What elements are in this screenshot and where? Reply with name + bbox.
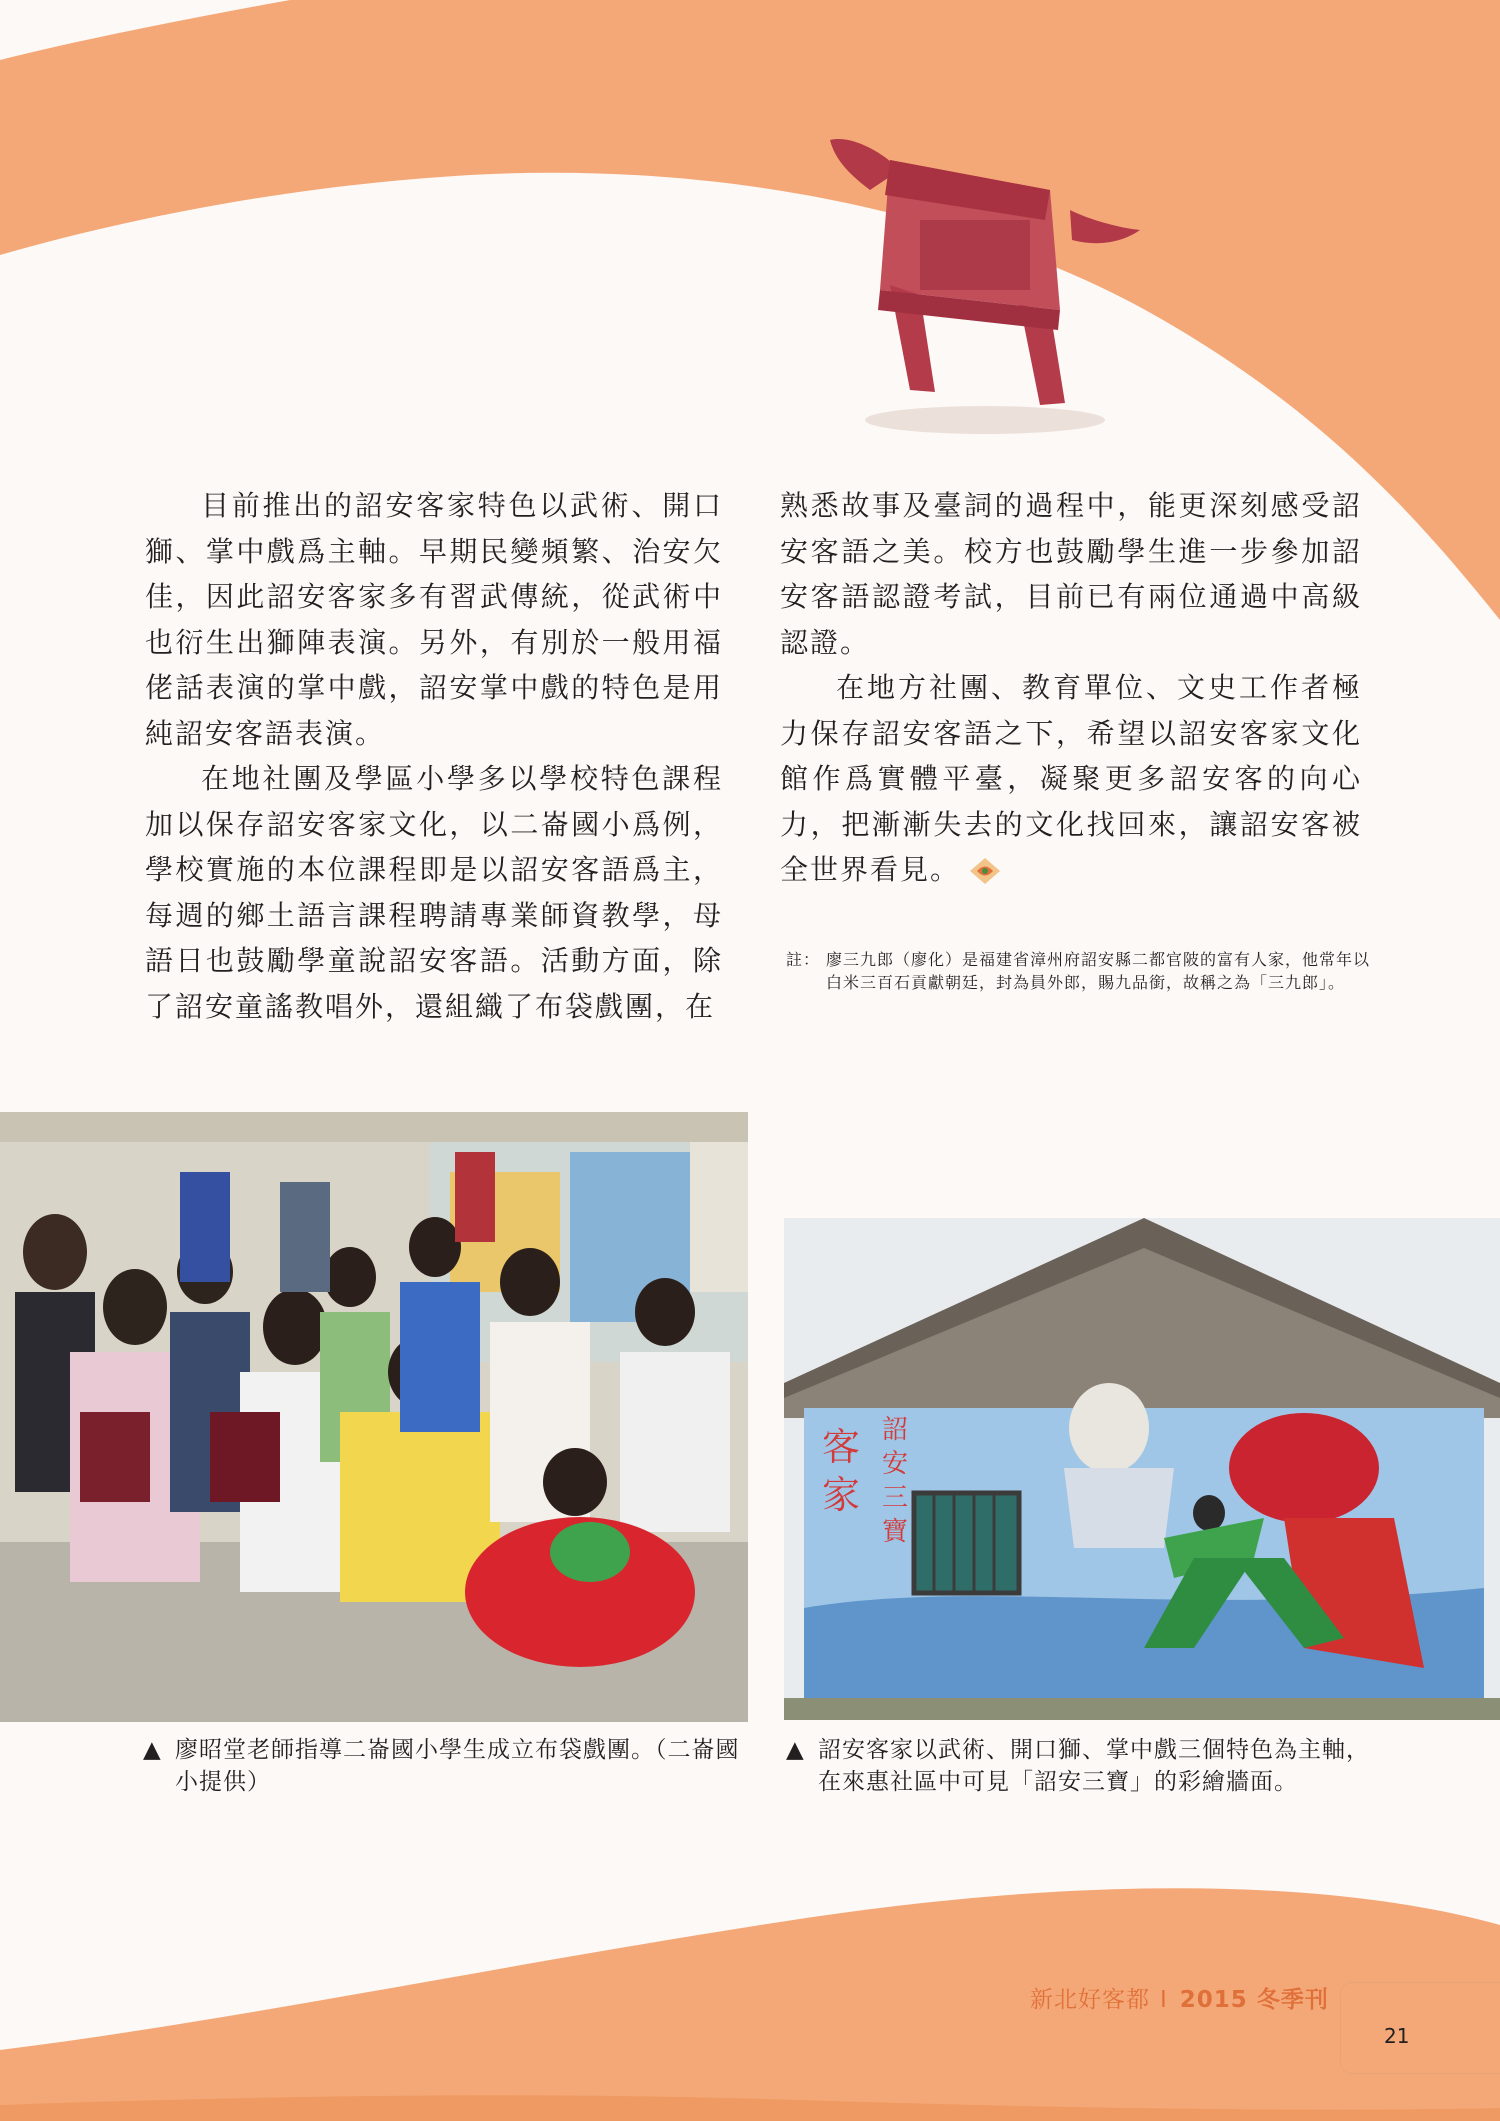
footer-separator: I xyxy=(1160,1987,1168,2013)
article-column-left xyxy=(145,483,723,1029)
triangle-marker-icon: ▲ xyxy=(143,1737,162,1763)
hakka-emblem-icon xyxy=(968,856,1002,886)
paragraph xyxy=(780,665,1362,893)
triangle-marker-icon: ▲ xyxy=(786,1737,805,1763)
paragraph: 在地社團及學區小學多以學校特色課程加以保存詔安客家文化，以二崙國小爲例，學校實施的本位課程即是以詔安客語爲主，每週的鄉土語言課程聘請專業師資教學，母語日也鼓勵學童說詔安客語。活動方面，除了詔安童謠教唱外，還組織了布袋戲團，在 xyxy=(145,762,723,1023)
page-number-tab xyxy=(1340,1982,1500,2074)
ceramic-stool-image xyxy=(810,120,1170,440)
paragraph-text: 在地方社團、教育單位、文史工作者極力保存詔安客語之下，希望以詔安客家文化館作爲實體平臺，凝聚更多詔安客的向心力，把漸漸失去的文化找回來，讓詔安客被全世界看見。 xyxy=(780,671,1362,886)
mural-text-hakka: 客家 xyxy=(822,1425,861,1517)
paragraph: 熟悉故事及臺詞的過程中，能更深刻感受詔安客語之美。校方也鼓勵學生進一步參加詔安客語認證考試，目前已有兩位通過中高級認證。 xyxy=(780,489,1362,659)
page-number: 21 xyxy=(1384,2024,1410,2048)
paragraph: 目前推出的詔安客家特色以武術、開口獅、掌中戲爲主軸。早期民變頻繁、治安欠佳，因此詔安客家多有習武傳統，從武術中也衍生出獅陣表演。另外，有別於一般用福佬話表演的掌中戲，詔安掌中戲的特色是用純詔安客語表演。 xyxy=(145,489,723,750)
issue-label: 2015 冬季刊 xyxy=(1179,1987,1329,2013)
magazine-name: 新北好客都 xyxy=(1030,1987,1150,2013)
footnote xyxy=(786,948,1371,994)
caption-text: 廖昭堂老師指導二崙國小學生成立布袋戲團。（二崙國小提供） xyxy=(175,1737,740,1795)
footnote-label: 註： xyxy=(786,950,821,969)
mural-text-sanbao: 詔安三寶 xyxy=(882,1415,909,1547)
running-footer xyxy=(1030,1981,1329,2014)
caption-left xyxy=(143,1734,753,1798)
footnote-text: 廖三九郎（廖化）是福建省漳州府詔安縣二都官陂的富有人家，他常年以白米三百石貢獻朝廷，封為員外郎，賜九品銜，故稱之為「三九郎」。 xyxy=(826,950,1371,992)
article-column-right xyxy=(780,483,1362,893)
caption-right xyxy=(786,1734,1376,1798)
mural-photo xyxy=(784,1218,1500,1720)
caption-text: 詔安客家以武術、開口獅、掌中戲三個特色為主軸，在來惠社區中可見「詔安三寶」的彩繪牆面。 xyxy=(818,1737,1370,1795)
puppet-troupe-photo xyxy=(0,1112,748,1722)
